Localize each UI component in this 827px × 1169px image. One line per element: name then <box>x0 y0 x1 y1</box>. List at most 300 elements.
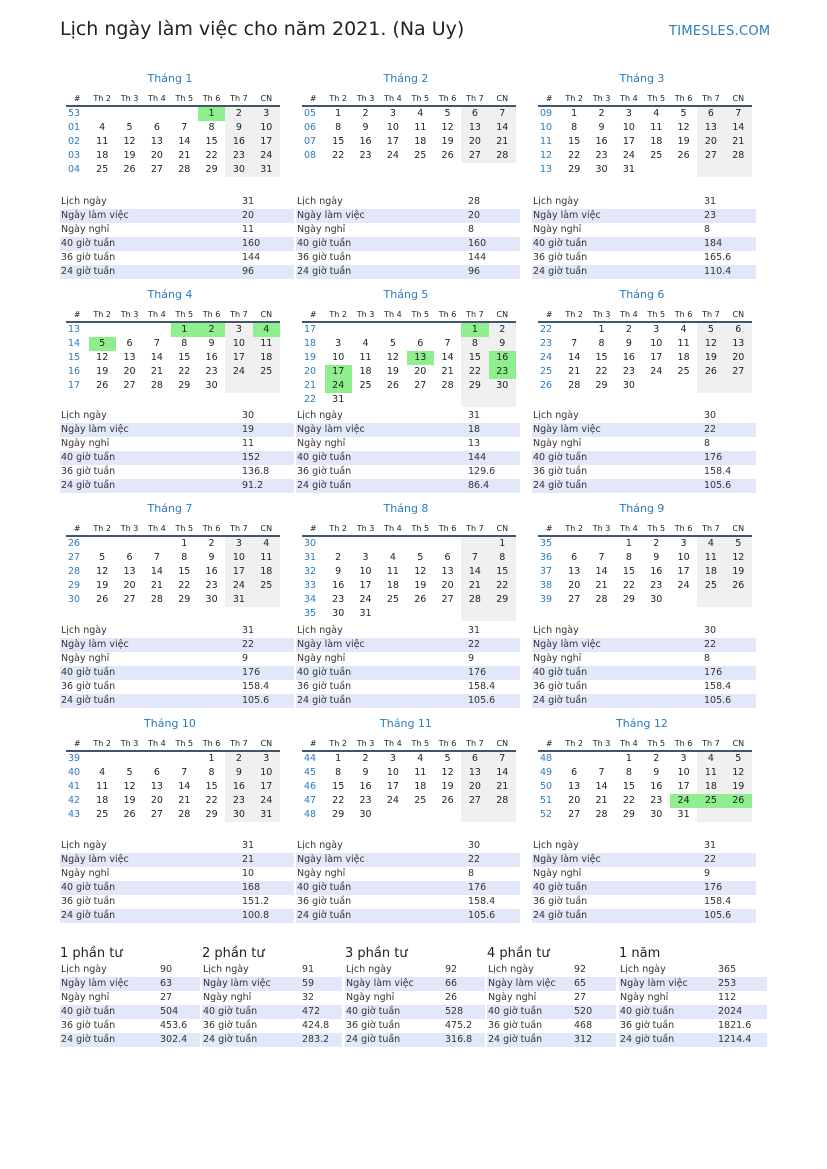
empty-cell <box>352 322 379 337</box>
stat-value: 66 <box>445 977 485 991</box>
stat-row <box>60 991 200 1005</box>
day-cell: 1 <box>208 753 215 764</box>
day-cell: 5 <box>417 552 424 563</box>
stat-label: Lịch ngày <box>297 196 343 207</box>
day-cell: 21 <box>595 580 608 591</box>
day-cell: 29 <box>568 164 581 175</box>
stat-label: Lịch ngày <box>533 840 579 851</box>
day-cell: 23 <box>225 149 252 163</box>
stat-value: 27 <box>574 992 587 1003</box>
week-row <box>538 337 752 351</box>
day-cell: 28 <box>489 149 516 163</box>
week-row <box>302 565 516 579</box>
week-number: 51 <box>540 795 553 806</box>
week-number-header: # <box>66 92 89 106</box>
day-cell: 9 <box>362 767 369 778</box>
day-cell: 7 <box>153 552 160 563</box>
day-cell: 8 <box>571 122 578 133</box>
stat-row <box>532 624 756 638</box>
stat-value: 22 <box>704 853 756 867</box>
stat-row <box>60 853 294 867</box>
week-row <box>538 579 752 593</box>
month-name: Tháng 1 <box>147 72 193 85</box>
stat-row <box>60 465 294 479</box>
week-number: 17 <box>68 380 81 391</box>
day-cell: 9 <box>362 122 369 133</box>
day-cell: 4 <box>389 552 396 563</box>
week-number: 44 <box>304 753 317 764</box>
empty-cell <box>116 322 143 337</box>
day-cell: 22 <box>205 150 218 161</box>
day-cell: 16 <box>332 580 345 591</box>
day-cell: 12 <box>123 136 136 147</box>
stat-label: 40 giờ tuần <box>60 666 242 680</box>
week-row <box>302 751 516 766</box>
stat-label: Lịch ngày <box>203 964 249 975</box>
day-cell: 25 <box>96 809 109 820</box>
empty-cell <box>434 808 461 822</box>
day-cell: 14 <box>725 121 752 135</box>
weekday-header: CN <box>489 92 516 106</box>
stat-label: Ngày làm việc <box>60 209 242 223</box>
brand-link[interactable]: TIMESLES.COM <box>669 24 771 39</box>
stat-row <box>296 652 520 666</box>
day-cell: 13 <box>150 136 163 147</box>
holiday-cell: 2 <box>198 322 225 337</box>
weekday-header: Th 2 <box>325 92 352 106</box>
empty-cell <box>407 607 434 621</box>
month-calendar <box>532 288 752 418</box>
stat-value: 528 <box>445 1005 485 1019</box>
day-cell: 25 <box>386 594 399 605</box>
stat-row <box>345 991 485 1005</box>
stat-value: 9 <box>704 868 711 879</box>
empty-cell <box>725 808 752 822</box>
stat-value: 105.6 <box>468 694 520 708</box>
stat-row <box>296 694 520 708</box>
empty-cell <box>725 593 752 607</box>
stat-value: 23 <box>704 209 756 223</box>
week-number: 38 <box>540 580 553 591</box>
stat-row <box>296 423 520 437</box>
day-cell: 8 <box>598 338 605 349</box>
week-number: 14 <box>68 338 81 349</box>
day-cell: 5 <box>99 552 106 563</box>
week-number: 06 <box>304 122 317 133</box>
empty-cell <box>670 379 697 393</box>
holiday-cell: 1 <box>461 322 488 337</box>
day-cell: 9 <box>625 338 632 349</box>
day-cell: 26 <box>441 795 454 806</box>
week-row <box>538 536 752 551</box>
day-cell: 11 <box>96 136 109 147</box>
empty-cell <box>325 536 352 551</box>
week-number: 28 <box>68 566 81 577</box>
stat-row <box>345 1033 485 1047</box>
day-cell: 10 <box>650 338 663 349</box>
stat-row <box>532 909 756 923</box>
stat-value: 105.6 <box>468 909 520 923</box>
day-cell: 26 <box>96 380 109 391</box>
empty-cell <box>643 379 670 393</box>
stat-label: 40 giờ tuần <box>202 1005 302 1019</box>
day-cell: 18 <box>677 352 690 363</box>
holiday-cell: 5 <box>89 337 116 351</box>
day-cell: 31 <box>359 608 372 619</box>
weekday-header: Th 3 <box>116 308 143 322</box>
day-cell: 17 <box>677 566 690 577</box>
empty-cell <box>143 106 170 121</box>
month-name: Tháng 6 <box>619 288 665 301</box>
day-cell: 9 <box>208 338 215 349</box>
weekday-header: Th 3 <box>352 737 379 751</box>
day-cell: 21 <box>178 150 191 161</box>
week-number: 15 <box>68 352 81 363</box>
day-cell: 10 <box>386 767 399 778</box>
week-number: 41 <box>68 781 81 792</box>
stat-row <box>532 251 756 265</box>
weekday-header: Th 5 <box>643 308 670 322</box>
day-cell: 5 <box>697 322 724 337</box>
week-number: 29 <box>68 580 81 591</box>
stat-row <box>532 451 756 465</box>
day-cell: 27 <box>441 594 454 605</box>
stat-label: Lịch ngày <box>533 625 579 636</box>
week-row <box>302 579 516 593</box>
week-number: 18 <box>304 338 317 349</box>
day-cell: 2 <box>653 538 660 549</box>
weekday-header: Th 3 <box>352 92 379 106</box>
day-cell: 27 <box>461 794 488 808</box>
day-cell: 24 <box>386 795 399 806</box>
stat-value: 91.2 <box>242 479 294 493</box>
weekday-header: Th 2 <box>561 522 588 536</box>
weekday-header: Th 4 <box>379 737 406 751</box>
empty-cell <box>253 593 280 607</box>
day-cell: 30 <box>650 594 663 605</box>
day-cell: 15 <box>332 781 345 792</box>
week-number: 13 <box>540 164 553 175</box>
week-number: 48 <box>304 809 317 820</box>
day-cell: 30 <box>489 379 516 393</box>
day-cell: 4 <box>99 122 106 133</box>
month-table <box>66 522 280 607</box>
stat-row <box>60 265 294 279</box>
day-cell: 20 <box>568 580 581 591</box>
weekday-header: Th 3 <box>116 737 143 751</box>
day-cell: 28 <box>595 594 608 605</box>
weekday-header: CN <box>253 522 280 536</box>
stat-label: Lịch ngày <box>346 964 392 975</box>
day-cell: 22 <box>332 795 345 806</box>
day-cell: 6 <box>725 322 752 337</box>
day-cell: 24 <box>386 150 399 161</box>
day-cell: 12 <box>725 551 752 565</box>
day-cell: 13 <box>461 121 488 135</box>
day-cell: 25 <box>359 380 372 391</box>
stat-label: Lịch ngày <box>61 196 107 207</box>
day-cell: 5 <box>126 767 133 778</box>
stat-row <box>619 991 767 1005</box>
stat-row <box>60 963 200 977</box>
day-cell: 13 <box>461 766 488 780</box>
week-number-header: # <box>302 737 325 751</box>
weekday-header: CN <box>489 522 516 536</box>
day-cell: 10 <box>386 122 399 133</box>
weekday-header: Th 4 <box>379 308 406 322</box>
day-cell: 10 <box>253 766 280 780</box>
stat-value: 22 <box>704 638 756 652</box>
stat-label: 24 giờ tuần <box>60 265 242 279</box>
day-cell: 18 <box>386 580 399 591</box>
weekday-header: Th 4 <box>615 92 642 106</box>
week-row <box>66 551 280 565</box>
stat-row <box>60 624 294 638</box>
stat-row <box>60 479 294 493</box>
weekday-header: Th 3 <box>588 308 615 322</box>
day-cell: 29 <box>461 379 488 393</box>
week-number: 22 <box>540 324 553 335</box>
stat-value: 11 <box>242 224 255 235</box>
day-cell: 22 <box>178 366 191 377</box>
day-cell: 19 <box>725 565 752 579</box>
day-cell: 27 <box>123 380 136 391</box>
day-cell: 11 <box>96 781 109 792</box>
weekday-header: Th 3 <box>588 522 615 536</box>
week-number: 42 <box>68 795 81 806</box>
weekday-header: CN <box>489 308 516 322</box>
day-cell: 17 <box>359 580 372 591</box>
stat-value: 30 <box>242 410 255 421</box>
weekday-header: Th 4 <box>143 737 170 751</box>
day-cell: 20 <box>697 135 724 149</box>
stat-label: Ngày làm việc <box>60 977 160 991</box>
stat-row <box>532 437 756 451</box>
stat-label: Ngày nghỉ <box>61 992 110 1003</box>
day-cell: 30 <box>359 809 372 820</box>
week-row <box>302 106 516 121</box>
day-cell: 4 <box>697 751 724 766</box>
stat-value: 312 <box>574 1033 616 1047</box>
week-number: 12 <box>540 150 553 161</box>
week-number: 35 <box>304 608 317 619</box>
week-row <box>66 808 280 822</box>
week-row <box>302 593 516 607</box>
holiday-cell: 17 <box>325 365 352 379</box>
week-row <box>538 322 752 337</box>
day-cell: 15 <box>568 136 581 147</box>
stat-label: 40 giờ tuần <box>619 1005 718 1019</box>
day-cell: 3 <box>389 108 396 119</box>
stat-row <box>532 409 756 423</box>
month-calendar <box>296 72 516 202</box>
day-cell: 6 <box>461 106 488 121</box>
stat-value: 302.4 <box>160 1033 200 1047</box>
stat-value: 520 <box>574 1005 616 1019</box>
stat-label: Ngày làm việc <box>296 638 468 652</box>
stat-label: 40 giờ tuần <box>60 1005 160 1019</box>
stat-label: 24 giờ tuần <box>60 479 242 493</box>
day-cell: 11 <box>650 122 663 133</box>
day-cell: 12 <box>441 767 454 778</box>
stat-value: 20 <box>468 209 520 223</box>
stat-label: 40 giờ tuần <box>532 451 704 465</box>
day-cell: 23 <box>622 366 635 377</box>
day-cell: 6 <box>444 552 451 563</box>
weekday-header: CN <box>489 737 516 751</box>
weekday-header: Th 6 <box>434 522 461 536</box>
week-number: 27 <box>68 552 81 563</box>
month-stats <box>296 624 520 708</box>
day-cell: 7 <box>489 751 516 766</box>
day-cell: 12 <box>123 781 136 792</box>
week-row <box>66 766 280 780</box>
day-cell: 12 <box>677 122 690 133</box>
holiday-cell: 24 <box>325 379 352 393</box>
holiday-cell: 24 <box>670 794 697 808</box>
stat-row <box>345 963 485 977</box>
day-cell: 14 <box>489 766 516 780</box>
stat-label: Ngày nghỉ <box>297 653 346 664</box>
stat-row <box>60 680 294 694</box>
month-calendar <box>60 717 280 847</box>
weekday-header: Th 4 <box>379 92 406 106</box>
empty-cell <box>489 393 516 407</box>
weekday-header: Th 2 <box>325 308 352 322</box>
day-cell: 3 <box>253 751 280 766</box>
stat-value: 86.4 <box>468 479 520 493</box>
weekday-header: Th 7 <box>225 522 252 536</box>
day-cell: 14 <box>595 781 608 792</box>
stat-value: 100.8 <box>242 909 294 923</box>
week-number: 22 <box>304 394 317 405</box>
stat-row <box>345 1005 485 1019</box>
week-number: 43 <box>68 809 81 820</box>
day-cell: 18 <box>253 565 280 579</box>
day-cell: 11 <box>697 551 724 565</box>
day-cell: 17 <box>650 352 663 363</box>
weekday-header: Th 5 <box>407 737 434 751</box>
week-number: 40 <box>68 767 81 778</box>
day-cell: 24 <box>622 150 635 161</box>
day-cell: 1 <box>598 324 605 335</box>
stat-row <box>296 237 520 251</box>
month-calendar <box>296 717 516 847</box>
day-cell: 28 <box>178 809 191 820</box>
stat-row <box>296 479 520 493</box>
empty-cell <box>670 163 697 177</box>
empty-cell <box>171 106 198 121</box>
stat-row <box>202 963 342 977</box>
weekday-header: Th 5 <box>407 308 434 322</box>
day-cell: 9 <box>335 566 342 577</box>
summary-title: 1 phần tư <box>60 946 123 961</box>
stat-value: 176 <box>242 666 294 680</box>
week-number: 07 <box>304 136 317 147</box>
stat-row <box>60 881 294 895</box>
day-cell: 20 <box>123 580 136 591</box>
day-cell: 12 <box>96 566 109 577</box>
day-cell: 26 <box>697 365 724 379</box>
day-cell: 14 <box>441 352 454 363</box>
week-row <box>302 536 516 551</box>
day-cell: 2 <box>489 322 516 337</box>
stat-value: 92 <box>574 964 587 975</box>
weekday-header: Th 5 <box>407 522 434 536</box>
day-cell: 25 <box>253 579 280 593</box>
day-cell: 26 <box>123 164 136 175</box>
stat-label: Ngày nghỉ <box>533 868 582 879</box>
day-cell: 7 <box>461 551 488 565</box>
day-cell: 23 <box>359 795 372 806</box>
week-number-header: # <box>302 522 325 536</box>
day-cell: 22 <box>568 150 581 161</box>
stat-row <box>296 451 520 465</box>
summary-title: 2 phần tư <box>202 946 265 961</box>
day-cell: 30 <box>205 380 218 391</box>
day-cell: 7 <box>444 338 451 349</box>
day-cell: 16 <box>225 780 252 794</box>
stat-label: Ngày làm việc <box>532 638 704 652</box>
empty-cell <box>89 751 116 766</box>
week-row <box>538 593 752 607</box>
stat-row <box>532 680 756 694</box>
day-cell: 4 <box>653 108 660 119</box>
stat-value: 158.4 <box>468 896 496 907</box>
day-cell: 20 <box>461 135 488 149</box>
day-cell: 11 <box>414 122 427 133</box>
holiday-cell: 26 <box>725 794 752 808</box>
stat-label: Lịch ngày <box>61 625 107 636</box>
day-cell: 1 <box>335 753 342 764</box>
weekday-header: Th 2 <box>325 737 352 751</box>
day-cell: 25 <box>697 579 724 593</box>
stat-value: 151.2 <box>242 896 270 907</box>
day-cell: 8 <box>335 767 342 778</box>
stat-row <box>532 839 756 853</box>
day-cell: 26 <box>123 809 136 820</box>
week-row <box>538 106 752 121</box>
stat-value: 2024 <box>718 1005 767 1019</box>
stat-value: 144 <box>468 451 520 465</box>
day-cell: 30 <box>225 808 252 822</box>
stat-label: 40 giờ tuần <box>60 881 242 895</box>
week-row <box>66 780 280 794</box>
stat-value: 176 <box>468 881 520 895</box>
weekday-header: Th 7 <box>461 308 488 322</box>
day-cell: 30 <box>225 163 252 177</box>
empty-cell <box>253 379 280 393</box>
weekday-header: Th 2 <box>325 522 352 536</box>
stat-value: 365 <box>718 964 737 975</box>
day-cell: 6 <box>126 338 133 349</box>
empty-cell <box>670 593 697 607</box>
week-row <box>66 337 280 351</box>
week-row <box>302 365 516 379</box>
day-cell: 7 <box>571 338 578 349</box>
week-number: 16 <box>68 366 81 377</box>
stat-row <box>60 409 294 423</box>
day-cell: 8 <box>181 338 188 349</box>
week-row <box>538 163 752 177</box>
empty-cell <box>171 751 198 766</box>
week-number: 03 <box>68 150 81 161</box>
stat-row <box>60 1005 200 1019</box>
weekday-header: CN <box>725 92 752 106</box>
stat-row <box>532 465 756 479</box>
day-cell: 21 <box>178 795 191 806</box>
day-cell: 12 <box>697 337 724 351</box>
